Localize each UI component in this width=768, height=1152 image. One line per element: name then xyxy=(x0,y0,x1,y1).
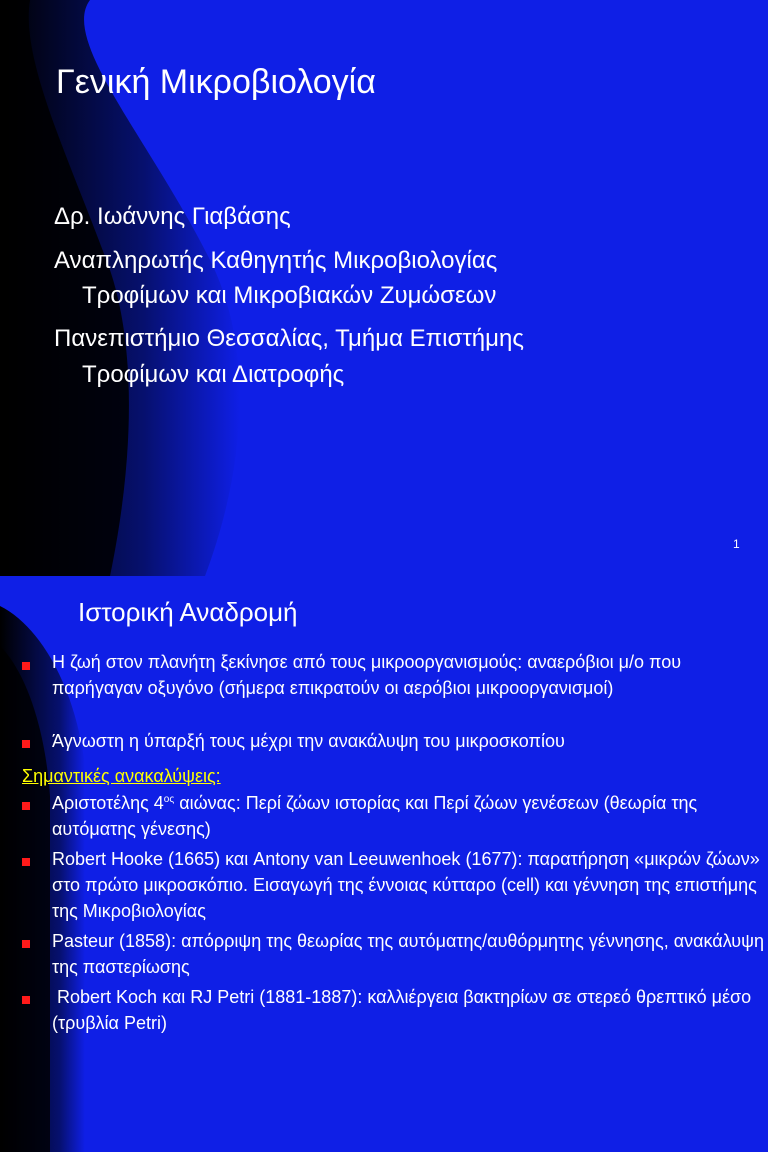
author-role-line-1: Αναπληρωτής Καθηγητής Μικροβιολογίας xyxy=(54,247,498,274)
bullet-marker xyxy=(22,740,30,748)
bullet-marker xyxy=(22,858,30,866)
author-role-line-2: Τροφίμων και Μικροβιακών Ζυμώσεων xyxy=(82,282,497,309)
bullet-text-4: Robert Hooke (1665) και Antony van Leeuwenhoek (1677): παρατήρηση «μικρών ζώων» στο πρώτο μικροσκόπιο. Εισαγωγή της έννοιας κύτταρο (cell) και γέννηση της επιστήμης της Μικροβιολογίας xyxy=(52,849,760,921)
bullet-text-5: Pasteur (1858): απόρριψη της θεωρίας της αυτόματης/αυθόρμητης γέννησης, ανακάλυψη της παστερίωσης xyxy=(52,931,764,977)
affiliation-line-2: Τροφίμων και Διατροφής xyxy=(82,361,345,388)
slide-2 xyxy=(0,576,768,1152)
author-name: Δρ. Ιωάννης Γιαβάσης xyxy=(54,203,291,230)
slide-title: Ιστορική Αναδρομή xyxy=(78,597,298,627)
bullet-text-6: Robert Koch και RJ Petri (1881-1887): καλλιέργεια βακτηρίων σε στερεό θρεπτικό μέσο (τρυβλία Petri) xyxy=(52,987,757,1033)
bullet-marker xyxy=(22,940,30,948)
bullet-text-3 xyxy=(52,790,764,842)
bullet-text-1: Η ζωή στον πλανήτη ξεκίνησε από τους μικροοργανισμούς: αναερόβιοι μ/ο που παρήγαγαν οξυγόνο (σήμερα επικρατούν οι αερόβιοι μικροοργανισμοί) xyxy=(52,652,682,698)
bullet-text-2: Άγνωστη η ύπαρξή τους μέχρι την ανακάλυψη του μικροσκοπίου xyxy=(52,731,565,751)
bullet-marker xyxy=(22,662,30,670)
bullet-3-superscript: ος xyxy=(163,794,175,805)
slide-title: Γενική Μικροβιολογία xyxy=(56,63,376,101)
bullet-marker xyxy=(22,802,30,810)
bullet-3-text-start: Αριστοτέλης 4 xyxy=(52,793,164,813)
affiliation-line-1: Πανεπιστήμιο Θεσσαλίας, Τμήμα Επιστήμης xyxy=(54,325,524,352)
slide-number: 1 xyxy=(733,537,740,551)
bullet-3-text-end: αιώνας: Περί ζώων ιστορίας και Περί ζώων γενέσεων (θεωρία της αυτόματης γένεσης) xyxy=(52,793,698,839)
bullet-marker xyxy=(22,996,30,1004)
discoveries-heading: Σημαντικές ανακαλύψεις: xyxy=(22,766,221,786)
